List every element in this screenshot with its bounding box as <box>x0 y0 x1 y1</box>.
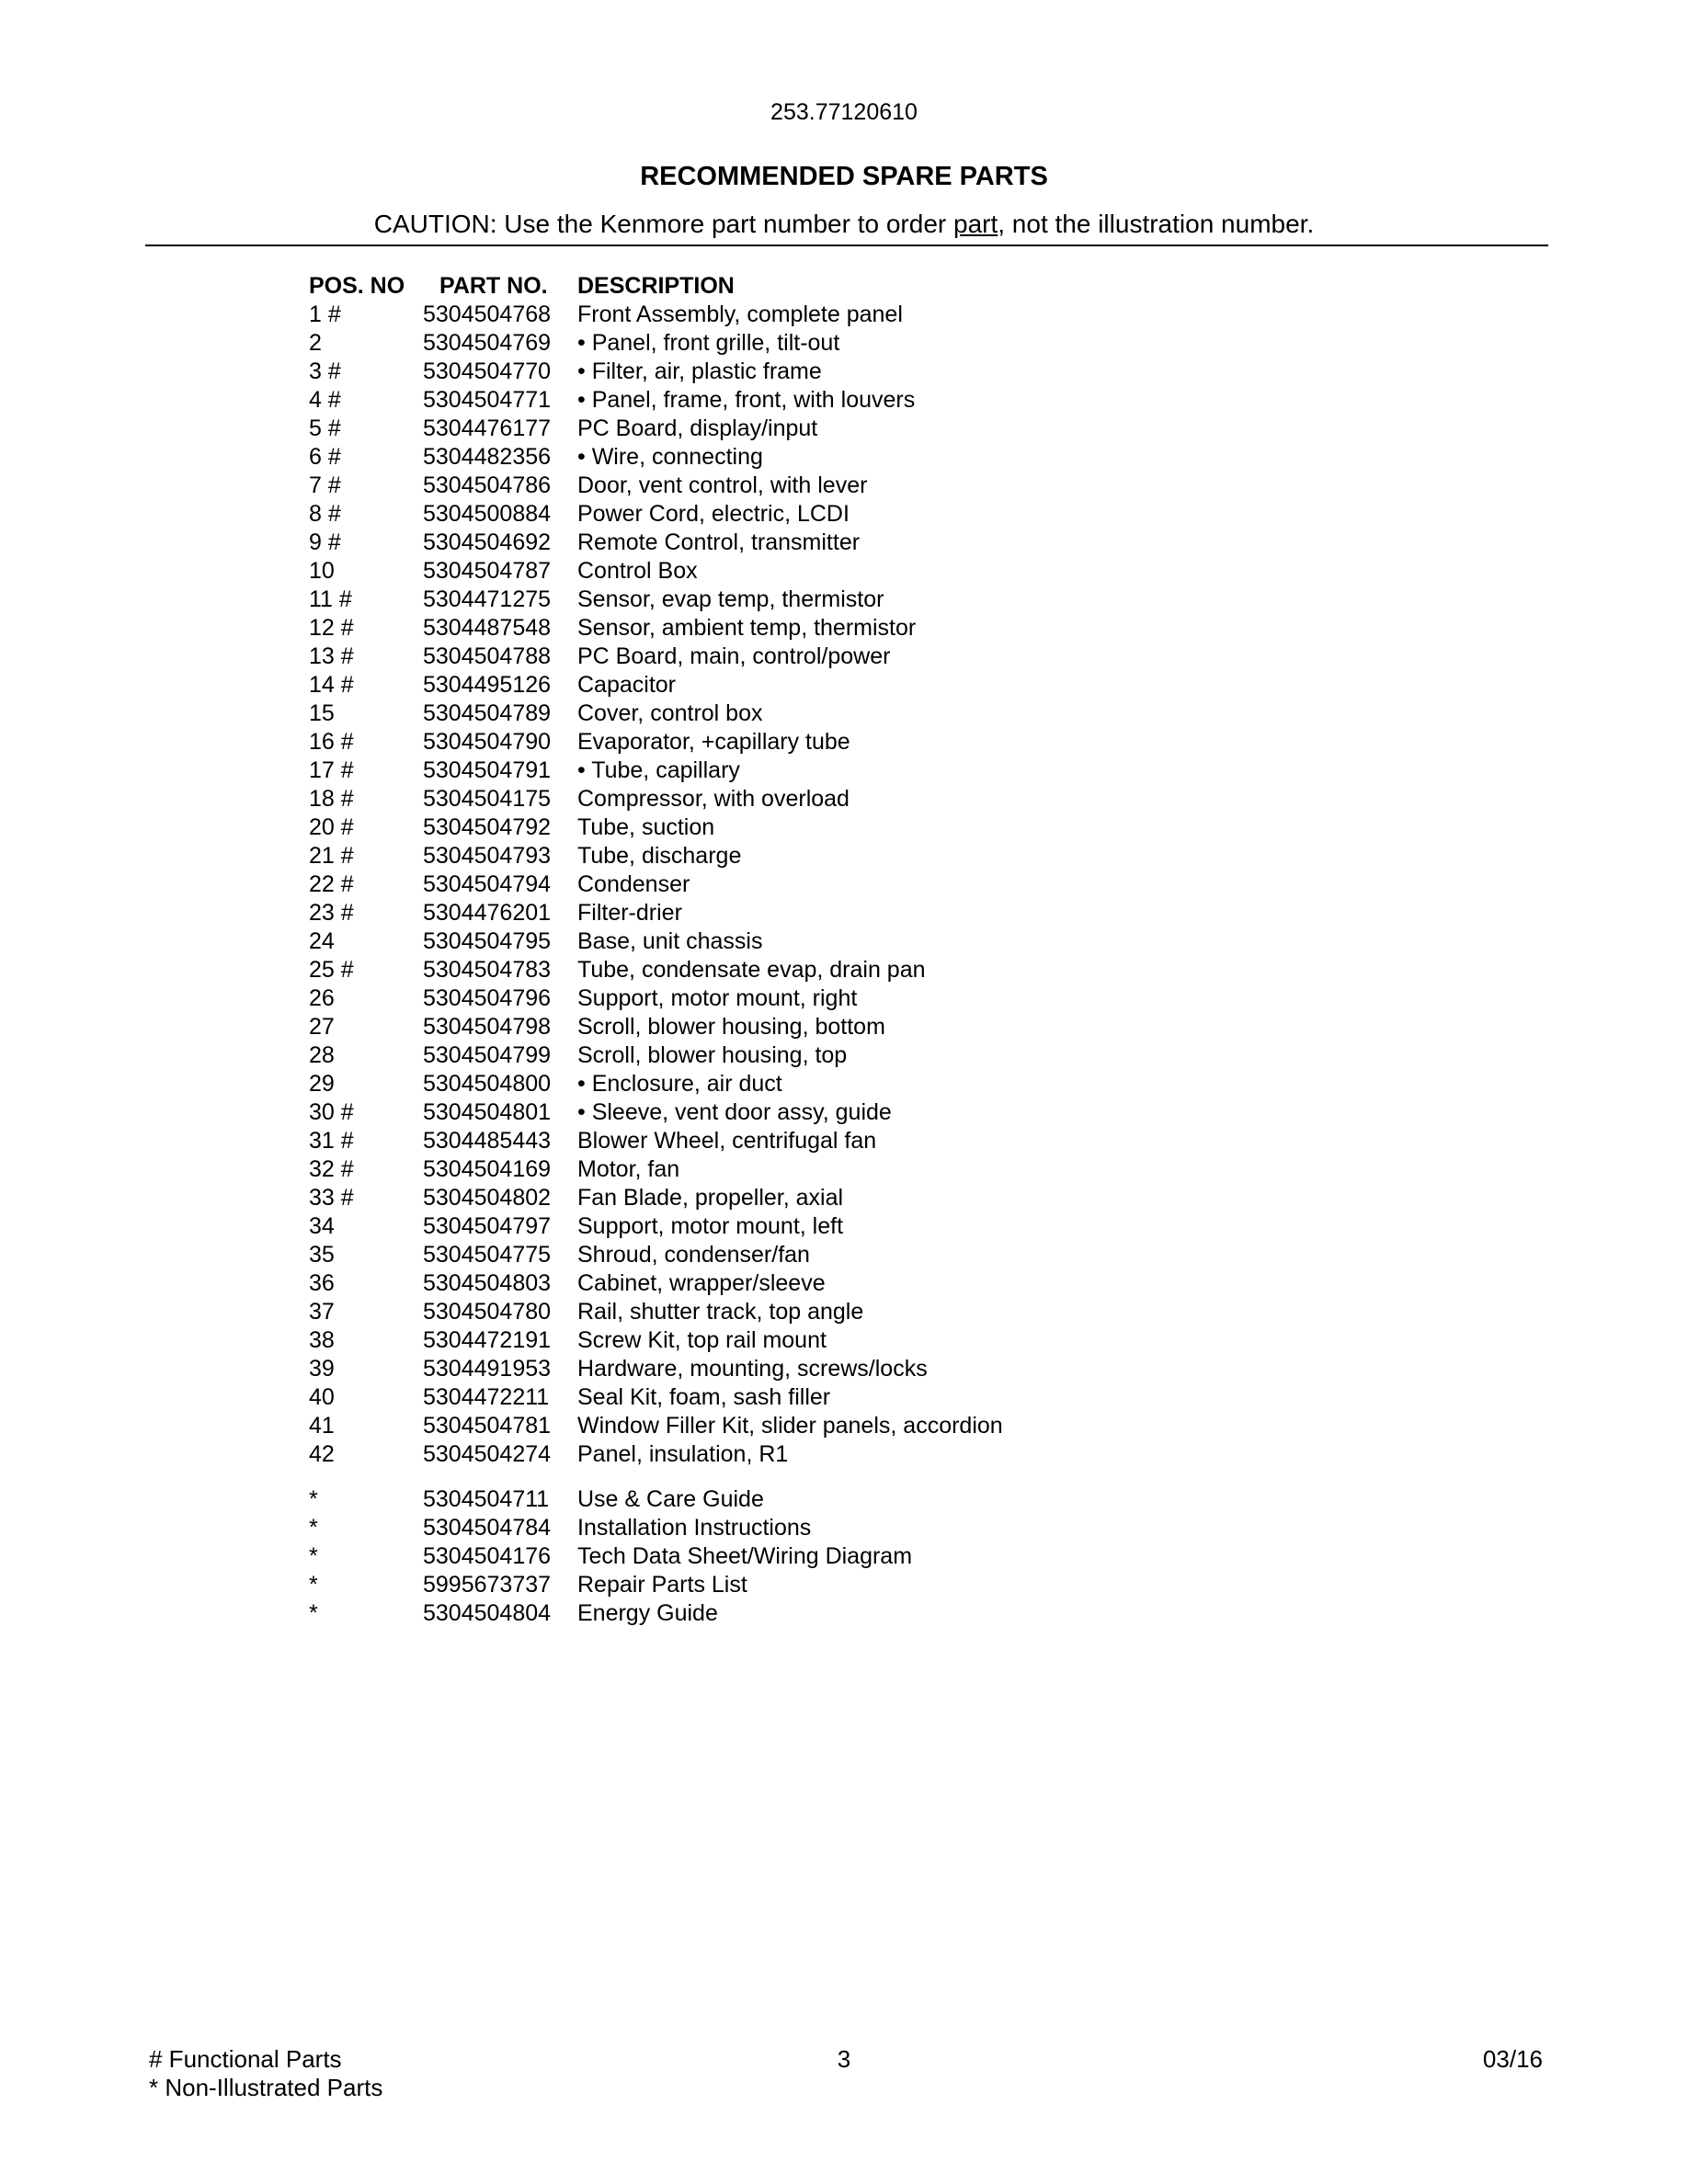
row-pos: 30 # <box>309 1099 354 1125</box>
row-pos: 25 # <box>309 957 354 983</box>
row-part-number: 5304504775 <box>423 1242 552 1268</box>
row-description: Tech Data Sheet/Wiring Diagram <box>577 1543 913 1569</box>
row-description: • Enclosure, air duct <box>577 1071 782 1097</box>
row-description: Motor, fan <box>577 1156 680 1182</box>
row-description: Sensor, ambient temp, thermistor <box>577 615 917 641</box>
row-description: Shroud, condenser/fan <box>577 1242 810 1268</box>
row-part-number: 5304504801 <box>423 1099 552 1125</box>
row-part-number: 5304504797 <box>423 1213 552 1239</box>
row-part-number: 5304504783 <box>423 957 552 983</box>
caution-underlined: part <box>953 210 998 238</box>
row-description: Compressor, with overload <box>577 786 850 812</box>
row-pos: 11 # <box>309 586 352 612</box>
row-pos: 10 <box>309 558 335 584</box>
row-description: PC Board, main, control/power <box>577 643 891 669</box>
row-pos: 41 <box>309 1413 335 1439</box>
row-description: Installation Instructions <box>577 1515 812 1541</box>
row-description: Door, vent control, with lever <box>577 472 868 498</box>
row-pos: 8 # <box>309 501 341 527</box>
row-pos: 27 <box>309 1014 335 1040</box>
row-description: Hardware, mounting, screws/locks <box>577 1356 928 1382</box>
row-pos: 16 # <box>309 729 354 755</box>
row-part-number: 5304500884 <box>423 501 552 527</box>
row-description: Rail, shutter track, top angle <box>577 1299 864 1325</box>
row-description: Scroll, blower housing, bottom <box>577 1014 885 1040</box>
row-pos: 22 # <box>309 871 354 897</box>
row-pos: 2 <box>309 330 322 356</box>
row-pos: 6 # <box>309 444 341 470</box>
row-part-number: 5304504788 <box>423 643 552 669</box>
row-pos: 15 <box>309 700 335 726</box>
row-description: • Sleeve, vent door assy, guide <box>577 1099 892 1125</box>
row-description: Window Filler Kit, slider panels, accordion <box>577 1413 1003 1439</box>
row-description: • Panel, frame, front, with louvers <box>577 387 916 413</box>
row-part-number: 5304504786 <box>423 472 552 498</box>
row-part-number: 5304504796 <box>423 985 552 1011</box>
row-description: Cabinet, wrapper/sleeve <box>577 1270 826 1296</box>
row-part-number: 5304504176 <box>423 1543 552 1569</box>
row-description: Scroll, blower housing, top <box>577 1042 848 1068</box>
row-part-number: 5304504787 <box>423 558 552 584</box>
row-description: Use & Care Guide <box>577 1486 764 1512</box>
row-part-number: 5304504803 <box>423 1270 552 1296</box>
row-part-number: 5304504711 <box>423 1486 550 1512</box>
header-divider <box>145 245 1548 246</box>
row-part-number: 5304504784 <box>423 1515 552 1541</box>
row-description: Power Cord, electric, LCDI <box>577 501 850 527</box>
row-description: Base, unit chassis <box>577 928 763 954</box>
row-pos: 34 <box>309 1213 335 1239</box>
row-pos: 9 # <box>309 529 341 555</box>
row-pos: 39 <box>309 1356 335 1382</box>
row-description: Capacitor <box>577 672 676 698</box>
row-pos: 21 # <box>309 843 354 869</box>
row-pos: 31 # <box>309 1128 354 1154</box>
row-pos: 24 <box>309 928 335 954</box>
row-pos: 3 # <box>309 358 341 384</box>
caution-note <box>0 210 1688 239</box>
row-part-number: 5995673737 <box>423 1572 552 1598</box>
row-pos: * <box>309 1486 318 1512</box>
row-pos: 28 <box>309 1042 335 1068</box>
col-header-part: PART NO. <box>439 273 548 299</box>
row-pos: 4 # <box>309 387 341 413</box>
row-description: Tube, discharge <box>577 843 742 869</box>
caution-prefix: CAUTION: Use the Kenmore part number to order <box>373 210 953 238</box>
row-part-number: 5304504780 <box>423 1299 552 1325</box>
row-pos: 35 <box>309 1242 335 1268</box>
page-title: RECOMMENDED SPARE PARTS <box>640 162 1048 191</box>
legend-non-illustrated: * Non-Illustrated Parts <box>149 2074 383 2101</box>
row-part-number: 5304482356 <box>423 444 552 470</box>
row-pos: 32 # <box>309 1156 354 1182</box>
row-pos: 42 <box>309 1441 335 1467</box>
row-part-number: 5304487548 <box>423 615 552 641</box>
row-description: Sensor, evap temp, thermistor <box>577 586 884 612</box>
row-part-number: 5304472191 <box>423 1327 552 1353</box>
row-description: Support, motor mount, left <box>577 1213 844 1239</box>
row-pos: 38 <box>309 1327 335 1353</box>
row-part-number: 5304504794 <box>423 871 552 897</box>
row-description: • Wire, connecting <box>577 444 763 470</box>
row-part-number: 5304504792 <box>423 814 552 840</box>
row-pos: * <box>309 1515 318 1541</box>
row-description: Control Box <box>577 558 698 584</box>
row-part-number: 5304504771 <box>423 387 552 413</box>
row-part-number: 5304504781 <box>423 1413 552 1439</box>
row-pos: 26 <box>309 985 335 1011</box>
row-description: Condenser <box>577 871 690 897</box>
row-pos: 12 # <box>309 615 354 641</box>
page-number: 3 <box>837 2045 851 2073</box>
row-pos: 36 <box>309 1270 335 1296</box>
row-part-number: 5304504789 <box>423 700 552 726</box>
row-description: Energy Guide <box>577 1600 718 1626</box>
row-part-number: 5304504802 <box>423 1185 552 1211</box>
row-description: Panel, insulation, R1 <box>577 1441 789 1467</box>
row-part-number: 5304504791 <box>423 757 552 783</box>
row-part-number: 5304495126 <box>423 672 552 698</box>
row-description: Filter-drier <box>577 900 682 926</box>
row-part-number: 5304504804 <box>423 1600 552 1626</box>
row-part-number: 5304485443 <box>423 1128 552 1154</box>
row-description: Repair Parts List <box>577 1572 747 1598</box>
row-part-number: 5304504800 <box>423 1071 552 1097</box>
row-part-number: 5304504798 <box>423 1014 552 1040</box>
row-description: Fan Blade, propeller, axial <box>577 1185 844 1211</box>
row-description: Seal Kit, foam, sash filler <box>577 1384 831 1410</box>
row-description: • Filter, air, plastic frame <box>577 358 822 384</box>
row-pos: * <box>309 1572 318 1598</box>
row-part-number: 5304504799 <box>423 1042 552 1068</box>
col-header-pos: POS. NO <box>309 273 405 299</box>
row-pos: 17 # <box>309 757 354 783</box>
row-pos: 18 # <box>309 786 354 812</box>
row-part-number: 5304504169 <box>423 1156 552 1182</box>
row-pos: 29 <box>309 1071 335 1097</box>
row-pos: 7 # <box>309 472 341 498</box>
row-pos: * <box>309 1600 318 1626</box>
caution-suffix: , not the illustration number. <box>998 210 1315 238</box>
row-part-number: 5304504790 <box>423 729 552 755</box>
row-part-number: 5304504793 <box>423 843 552 869</box>
row-pos: 37 <box>309 1299 335 1325</box>
row-description: Tube, condensate evap, drain pan <box>577 957 926 983</box>
row-pos: 13 # <box>309 643 354 669</box>
row-pos: 14 # <box>309 672 354 698</box>
row-pos: 5 # <box>309 415 341 441</box>
row-part-number: 5304504692 <box>423 529 552 555</box>
row-description: Blower Wheel, centrifugal fan <box>577 1128 877 1154</box>
row-part-number: 5304504795 <box>423 928 552 954</box>
row-pos: 23 # <box>309 900 354 926</box>
row-part-number: 5304491953 <box>423 1356 552 1382</box>
row-pos: 40 <box>309 1384 335 1410</box>
row-description: Support, motor mount, right <box>577 985 858 1011</box>
row-description: • Panel, front grille, tilt-out <box>577 330 840 356</box>
row-description: Evaporator, +capillary tube <box>577 729 850 755</box>
row-pos: 1 # <box>309 301 341 327</box>
row-description: Tube, suction <box>577 814 715 840</box>
row-description: PC Board, display/input <box>577 415 818 441</box>
legend-functional: # Functional Parts <box>149 2045 342 2073</box>
revision-date: 03/16 <box>1482 2045 1543 2073</box>
row-part-number: 5304504770 <box>423 358 552 384</box>
row-part-number: 5304504175 <box>423 786 552 812</box>
row-part-number: 5304504274 <box>423 1441 552 1467</box>
row-pos: * <box>309 1543 318 1569</box>
row-description: Remote Control, transmitter <box>577 529 861 555</box>
row-part-number: 5304476201 <box>423 900 552 926</box>
model-number: 253.77120610 <box>770 99 918 125</box>
row-part-number: 5304476177 <box>423 415 552 441</box>
row-part-number: 5304504769 <box>423 330 552 356</box>
row-part-number: 5304471275 <box>423 586 552 612</box>
row-pos: 33 # <box>309 1185 354 1211</box>
row-part-number: 5304472211 <box>423 1384 550 1410</box>
row-description: Front Assembly, complete panel <box>577 301 903 327</box>
col-header-desc: DESCRIPTION <box>577 273 735 299</box>
row-description: Cover, control box <box>577 700 763 726</box>
row-description: • Tube, capillary <box>577 757 740 783</box>
row-pos: 20 # <box>309 814 354 840</box>
row-part-number: 5304504768 <box>423 301 552 327</box>
row-description: Screw Kit, top rail mount <box>577 1327 827 1353</box>
